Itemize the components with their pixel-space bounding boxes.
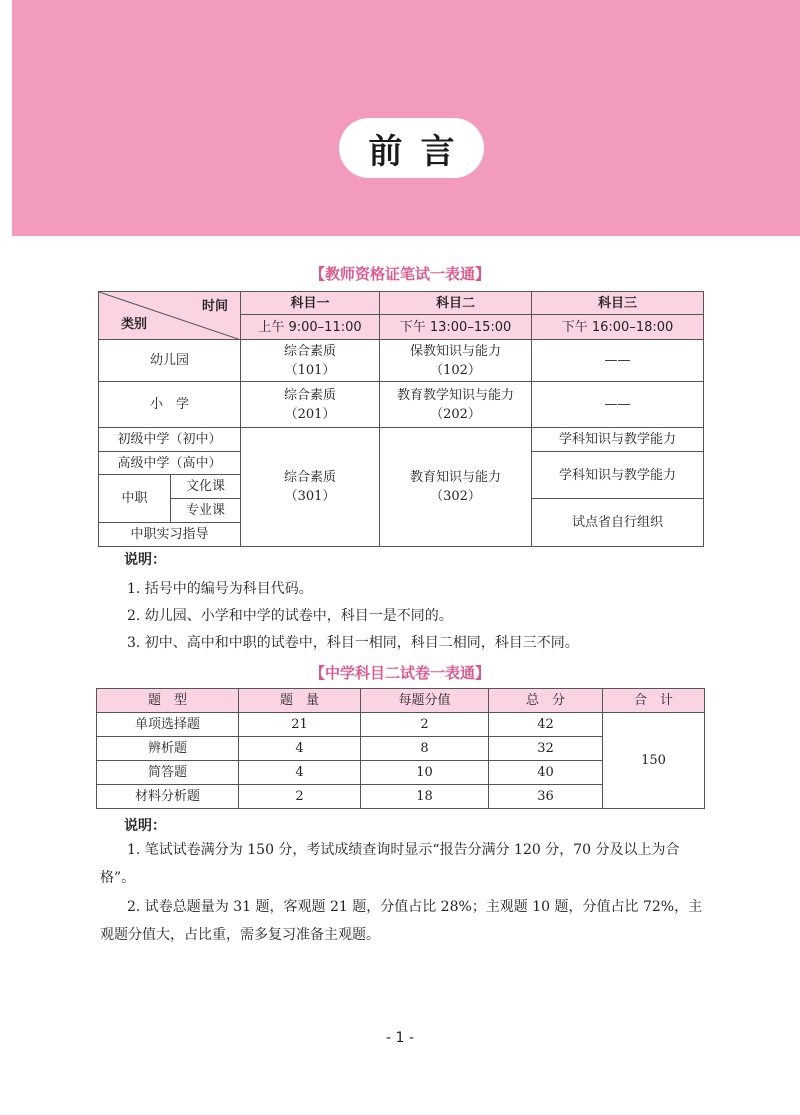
table1-heading: 【教师资格证笔试一表通】	[309, 265, 490, 283]
column-header: 合 计	[603, 689, 705, 713]
table1-note-label: 说明：	[124, 552, 166, 568]
category-cell: 初级中学（初中）	[99, 428, 241, 452]
subject-code: （102）	[430, 362, 481, 378]
time-header: 上午 9:00–11:00	[241, 315, 380, 340]
subject-cell: 学科知识与教学能力	[532, 452, 704, 499]
table-cell: 4	[239, 761, 361, 785]
subject-name: 综合素质	[283, 343, 336, 359]
table-cell: 材料分析题	[97, 785, 239, 809]
subject-cell: ——	[532, 382, 704, 428]
table2-note: 2. 试卷总题量为 31 题，客观题 21 题，分值占比 28%；主观题 10 题，分值占比 72%，主观题分值大，占比重，需多复习准备主观题。	[100, 899, 703, 943]
table-row	[97, 713, 705, 737]
corner-time-label: 时间	[201, 299, 228, 314]
time-header: 下午 16:00–18:00	[532, 315, 704, 340]
table-cell: 2	[361, 713, 489, 737]
category-cell: 文化课	[171, 475, 241, 499]
table-cell: 10	[361, 761, 489, 785]
subject-cell: 学科知识与教学能力	[532, 428, 704, 452]
subject-name: 保教知识与能力	[409, 343, 501, 359]
subject-name: 教育教学知识与能力	[396, 387, 514, 403]
category-cell: 高级中学（高中）	[99, 452, 241, 475]
subject-cell	[380, 382, 532, 428]
subject-name: 教育知识与能力	[409, 470, 501, 485]
category-cell: 小 学	[99, 382, 241, 428]
table1-note: 3. 初中、高中和中职的试卷中，科目一相同，科目二相同，科目三不同。	[127, 635, 579, 651]
subject-header: 科目二	[380, 292, 532, 315]
table-cell: 简答题	[97, 761, 239, 785]
total-cell: 150	[603, 713, 705, 809]
table-cell: 32	[489, 737, 603, 761]
table-cell: 4	[239, 737, 361, 761]
subject-code: （201）	[284, 406, 336, 422]
table2-note: 1. 笔试试卷满分为 150 分，考试成绩查询时显示“报告分满分 120 分，70 分及以上为合格”。	[100, 842, 680, 886]
subject-cell	[241, 382, 380, 428]
subject-code: （101）	[284, 362, 336, 378]
header-banner	[12, 0, 800, 236]
column-header: 总 分	[489, 689, 603, 713]
category-cell: 中职实习指导	[99, 523, 241, 547]
table-cell: 18	[361, 785, 489, 809]
table-cell: 8	[361, 737, 489, 761]
table-row	[99, 382, 704, 428]
page-title: 前言	[368, 131, 473, 172]
page-number: - 1 -	[386, 1030, 414, 1046]
subject-code: （301）	[284, 489, 336, 504]
subject-name: 综合素质	[283, 387, 336, 403]
subject-name: 综合素质	[283, 470, 336, 485]
subject-cell	[380, 428, 532, 547]
question-score-table	[96, 688, 705, 809]
table-cell: 40	[489, 761, 603, 785]
category-cell: 中职	[99, 475, 171, 523]
table-corner-cell	[99, 292, 241, 340]
table-cell: 36	[489, 785, 603, 809]
subject-cell: ——	[532, 340, 704, 382]
subject-cell	[241, 340, 380, 382]
table-cell: 42	[489, 713, 603, 737]
table-row	[99, 340, 704, 382]
table-cell: 单项选择题	[97, 713, 239, 737]
page-title-badge	[339, 118, 484, 178]
table-row	[99, 428, 704, 452]
subject-cell	[241, 428, 380, 547]
table1-note: 1. 括号中的编号为科目代码。	[127, 581, 313, 597]
table-cell: 21	[239, 713, 361, 737]
table2-note-label: 说明：	[124, 818, 166, 834]
table1-note: 2. 幼儿园、小学和中学的试卷中，科目一是不同的。	[127, 608, 453, 624]
subject-code: （302）	[430, 489, 481, 504]
corner-category-label: 类别	[121, 317, 148, 332]
column-header: 题 型	[97, 689, 239, 713]
exam-schedule-table	[98, 291, 704, 547]
column-header: 每题分值	[361, 689, 489, 713]
category-cell: 专业课	[171, 499, 241, 523]
column-header: 题 量	[239, 689, 361, 713]
subject-cell	[380, 340, 532, 382]
table2-heading: 【中学科目二试卷一表通】	[309, 664, 490, 682]
time-header: 下午 13:00–15:00	[380, 315, 532, 340]
subject-header: 科目一	[241, 292, 380, 315]
subject-header: 科目三	[532, 292, 704, 315]
subject-cell: 试点省自行组织	[532, 499, 704, 547]
subject-code: （202）	[430, 406, 481, 422]
category-cell: 幼儿园	[99, 340, 241, 382]
table-cell: 辨析题	[97, 737, 239, 761]
table-cell: 2	[239, 785, 361, 809]
